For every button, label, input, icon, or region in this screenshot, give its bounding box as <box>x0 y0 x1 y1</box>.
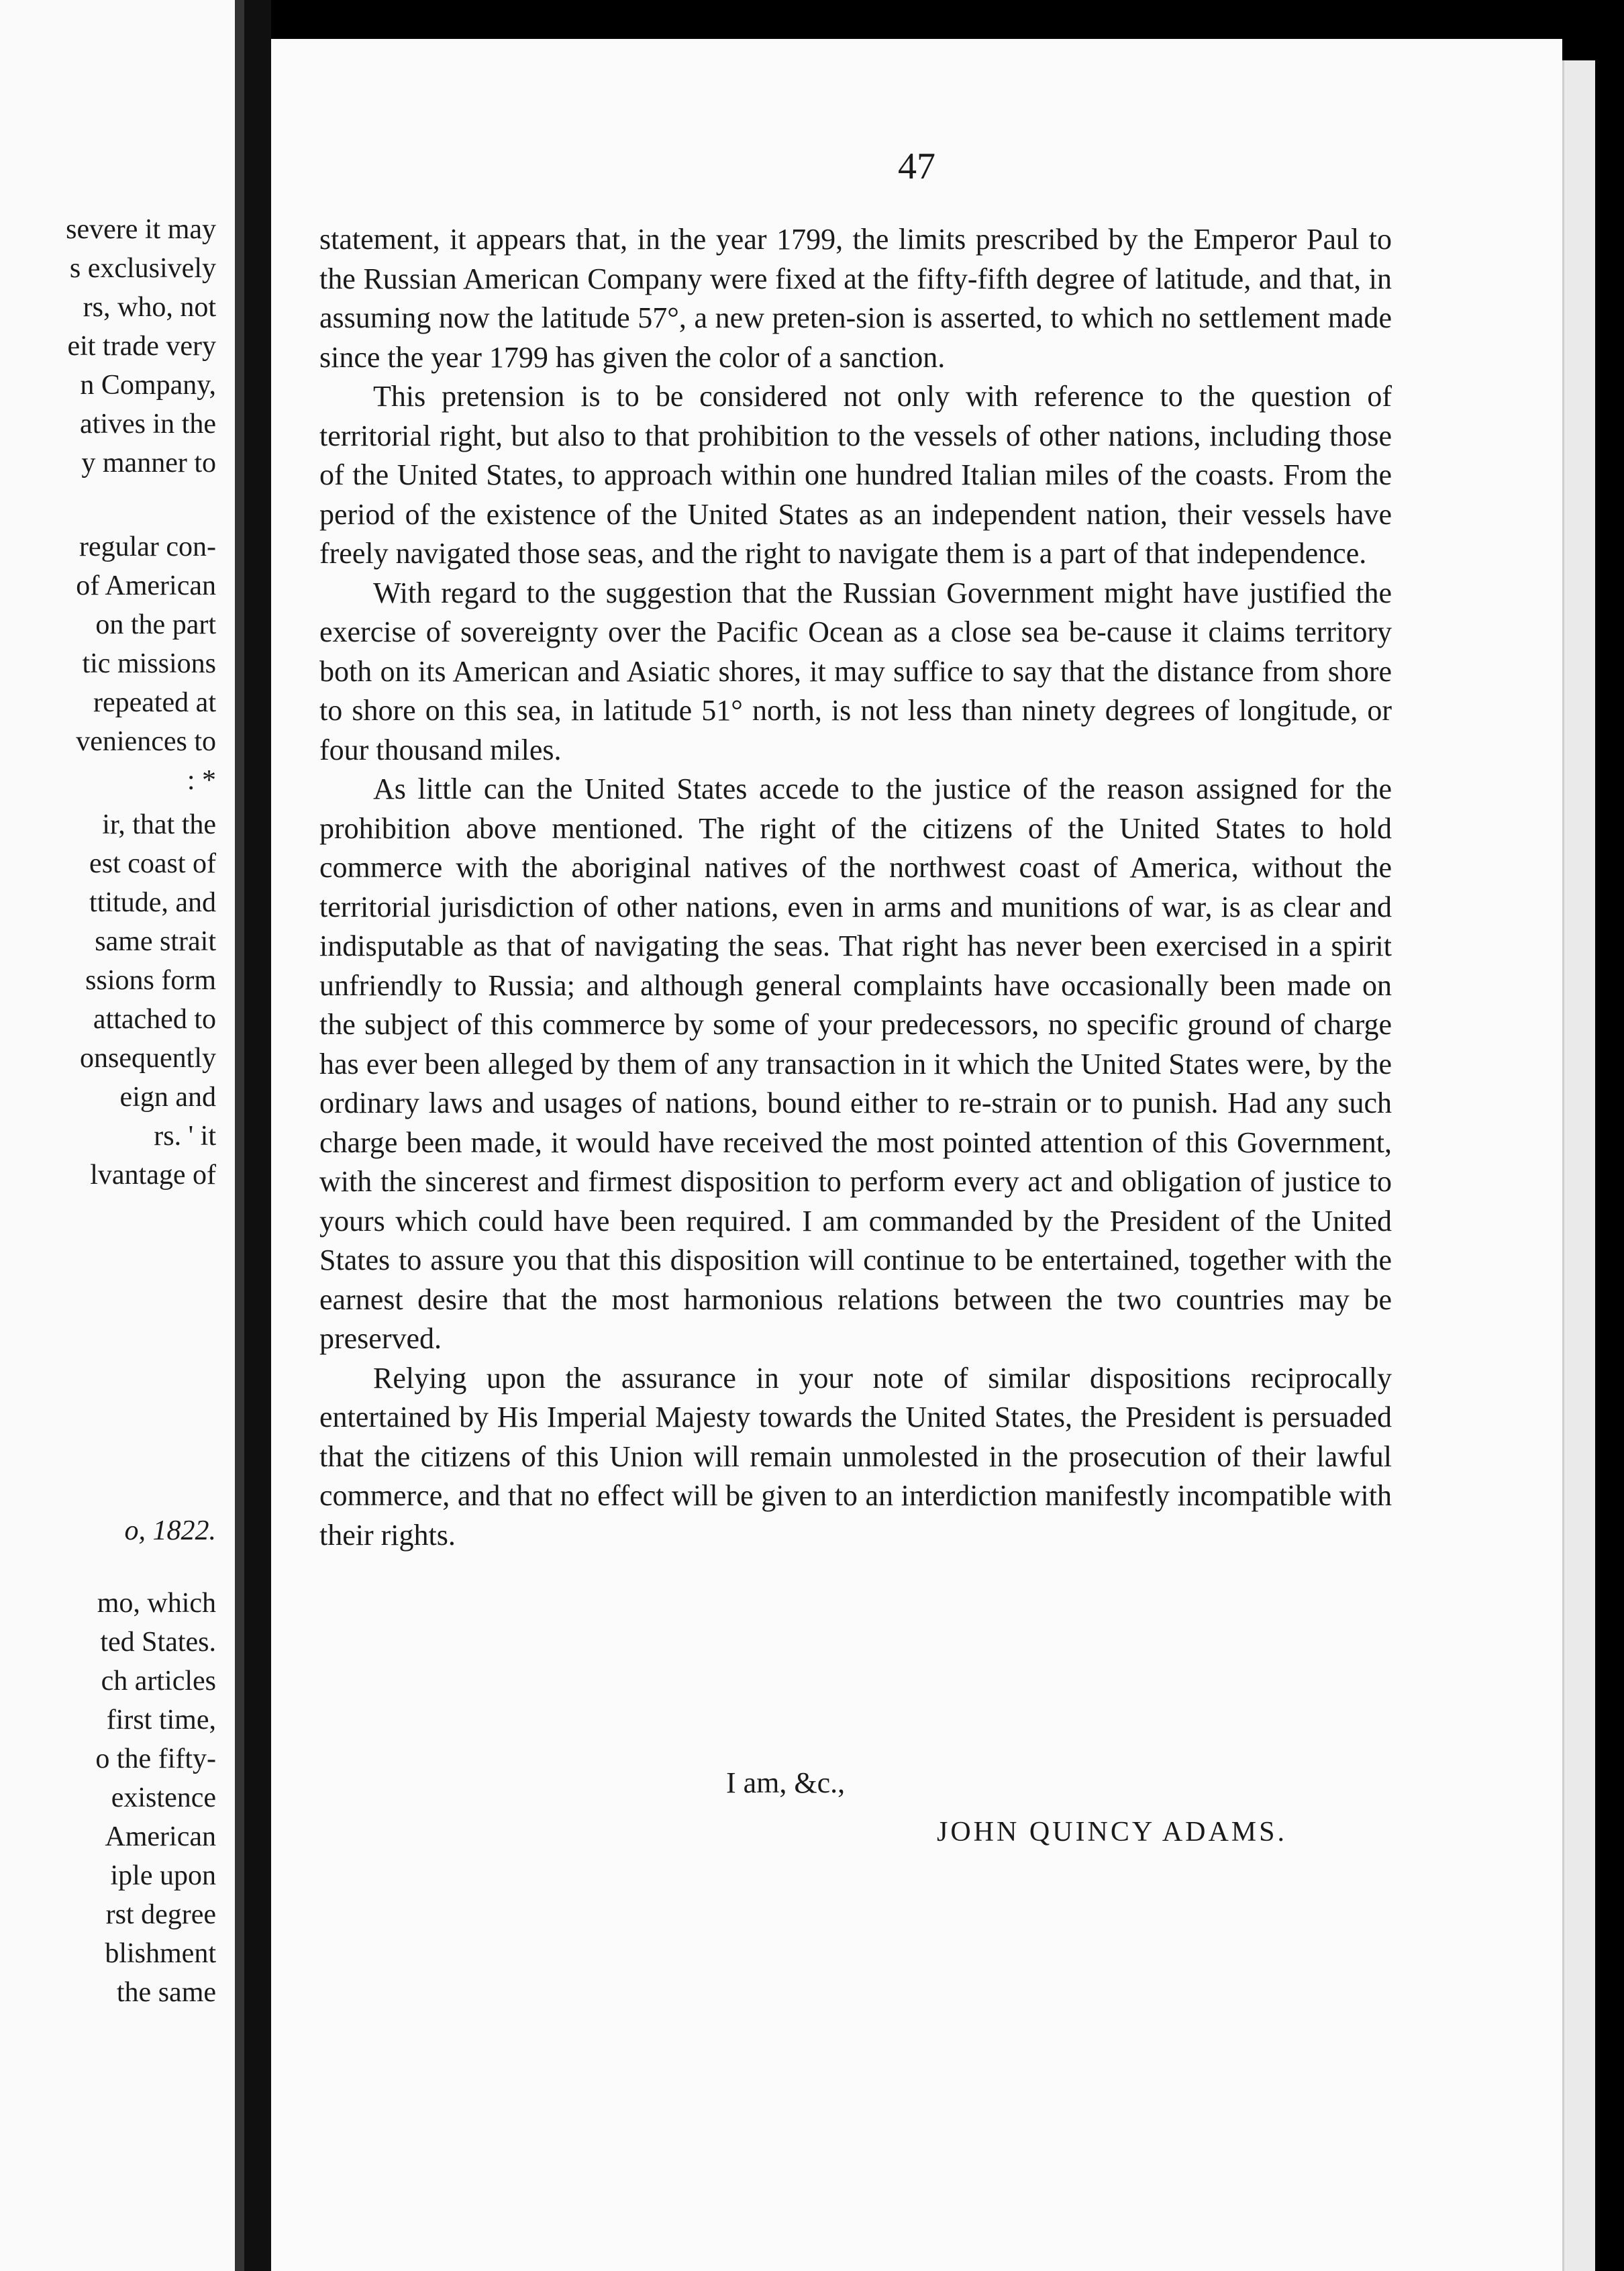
left-line: existence <box>111 1782 216 1813</box>
letter-body <box>319 220 1392 1555</box>
left-line: ir, that the <box>102 809 216 840</box>
left-line: regular con- <box>79 532 216 562</box>
left-line: blishment <box>105 1938 216 1969</box>
paragraph: Relying upon the assurance in your note of similar dispositions reciprocally entertained by His Imperial Majesty towards the United States, the President is persuaded that the citizens of this Union will remain unmolested in the prosecution of their lawful commerce, and that no effect will be given to an interdiction manifestly incompatible with their rights. <box>319 1361 1392 1552</box>
left-line: iple upon <box>110 1860 216 1891</box>
left-line: of American <box>76 570 216 601</box>
left-line: American <box>105 1821 216 1852</box>
left-line: the same <box>116 1977 216 2008</box>
left-line: n Company, <box>80 370 216 401</box>
paragraph: This pretension is to be considered not only with reference to the question of territorial right, but also to that prohibition to the vessels of other nations, including those of the United States, to approach within one hundred Italian miles of the coasts. From the period of the existence of the United States as an independent nation, their vessels have freely navigated those seas, and the right to navigate them is a part of that independence. <box>319 380 1392 570</box>
left-line: first time, <box>106 1705 216 1735</box>
closing-line: I am, &c., <box>726 1766 846 1799</box>
right-page <box>271 39 1562 2271</box>
left-line: same strait <box>95 926 216 957</box>
left-line: est coast of <box>89 848 216 879</box>
book-gutter <box>244 0 271 2271</box>
left-line: s exclusively <box>69 253 216 284</box>
left-line: lvantage of <box>90 1160 216 1191</box>
signature: JOHN QUINCY ADAMS. <box>937 1817 1287 1848</box>
left-line: atives in the <box>80 409 216 440</box>
left-line: tic missions <box>82 648 216 679</box>
left-line: rs. ' it <box>154 1121 216 1152</box>
left-line: repeated at <box>93 687 216 718</box>
left-line: severe it may <box>66 214 216 245</box>
left-page-fragment <box>0 0 244 2271</box>
left-line: o the fifty- <box>95 1744 216 1774</box>
left-line: eit trade very <box>67 331 216 362</box>
left-line: y manner to <box>81 448 216 478</box>
paragraph: As little can the United States accede to the justice of the reason assigned for the prohibition above mentioned. The right of the citizens of the United States to hold commerce with the aboriginal natives of the northwest coast of America, without the territorial jurisdiction of other nations, even in arms and munitions of war, is as clear and indisputable as that of navigating the seas. That right has never been exercised in a spirit unfriendly to Russia; and although general complaints have occasionally been made on the subject of this commerce by some of your predecessors, no specific ground of charge has ever been alleged by them of any transaction in it which the United States were, by the ordinary laws and usages of nations, bound either to re-strain or to punish. Had any such charge been made, it would have received the most pointed attention of this Government, with the sincerest and firmest disposition to perform every act and obligation of justice to yours which could have been required. I am commanded by the President of the United States to assure you that this disposition will continue to be entertained, together with the earnest desire that the most harmonious relations between the two countries may be preserved. <box>319 772 1392 1355</box>
left-line: ssions form <box>85 965 216 996</box>
left-line: ch articles <box>101 1666 216 1697</box>
left-line: attached to <box>93 1004 216 1035</box>
left-line: mo, which <box>97 1588 216 1619</box>
left-line: ttitude, and <box>89 887 216 918</box>
page-number: 47 <box>898 146 935 187</box>
page-edge <box>1562 60 1595 2271</box>
left-line: onsequently <box>80 1043 216 1074</box>
left-line: rs, who, not <box>83 292 216 323</box>
paragraph-continuation: statement, it appears that, in the year 1799, the limits prescribed by the Emperor Paul to the Russian American Company were fixed at the fifty-fifth degree of latitude, and that, in assuming now the latitude 57°, a new preten-sion is asserted, to which no settlement made since the year 1799 has given the color of a sanction. <box>319 223 1392 374</box>
left-line: veniences to <box>76 726 216 757</box>
left-date-line: o, 1822. <box>124 1515 216 1546</box>
left-line: : * <box>187 765 216 796</box>
left-line: ted States. <box>100 1627 216 1658</box>
left-line: on the part <box>95 609 216 640</box>
left-line: eign and <box>119 1082 216 1113</box>
left-line: rst degree <box>105 1899 216 1930</box>
paragraph: With regard to the suggestion that the Russian Government might have justified the exercise of sovereignty over the Pacific Ocean as a close sea be-cause it claims territory both on its American and Asiatic shores, it may suffice to say that the distance from shore to shore on this sea, in latitude 51° north, is not less than ninety degrees of longitude, or four thousand miles. <box>319 576 1392 766</box>
